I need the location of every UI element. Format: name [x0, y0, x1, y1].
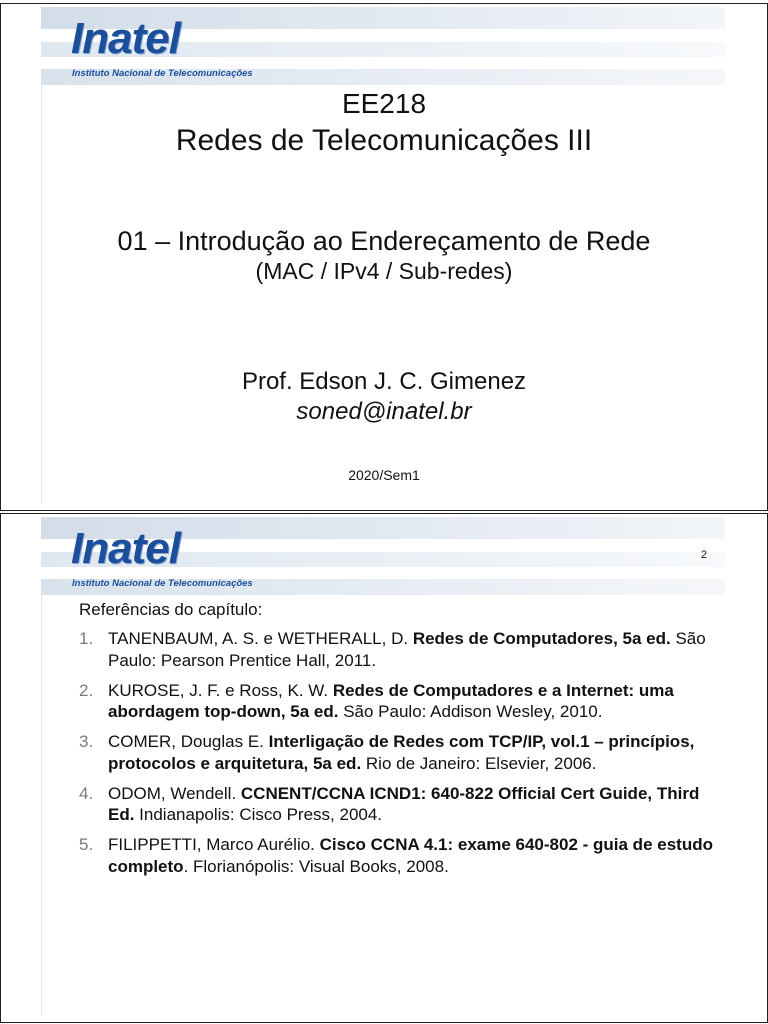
references-heading: Referências do capítulo:: [79, 600, 263, 619]
reference-title: Cisco CCNA 4.1: exame 640-802 - guia de estudo completo: [108, 835, 713, 876]
inatel-logo: Inatel: [71, 524, 180, 573]
lecture-subtitle: (MAC / IPv4 / Sub-redes): [255, 258, 513, 284]
professor-name: Prof. Edson J. C. Gimenez: [241, 368, 527, 395]
course-code: EE218: [341, 88, 427, 119]
reference-number: 4.: [79, 783, 94, 803]
reference-item: [79, 731, 719, 774]
page-number: 2: [700, 549, 707, 561]
title-slide: [0, 3, 768, 511]
reference-publication: Rio de Janeiro: Elsevier, 2006.: [361, 753, 597, 773]
course-title: Redes de Telecomunicações III: [175, 124, 593, 157]
reference-title: Redes de Computadores e a Internet: uma abordagem top-down, 5a ed.: [108, 680, 674, 721]
inatel-logo: Inatel: [71, 14, 180, 63]
lecture-title: 01 – Introdução ao Endereçamento de Rede: [117, 226, 651, 256]
reference-publication: Indianapolis: Cisco Press, 2004.: [134, 805, 383, 824]
left-rule: [41, 594, 42, 1016]
references-list: [79, 628, 719, 886]
reference-item: [79, 680, 719, 723]
reference-title: Interligação de Redes com TCP/IP, vol.1 – princípios, protocolos e arquitetura, 5a ed.: [108, 732, 695, 773]
reference-title: CCNENT/CCNA ICND1: 640-822 Official Cert Guide, Third Ed.: [108, 783, 700, 824]
reference-publication: São Paulo: Addison Wesley, 2010.: [338, 702, 603, 721]
inatel-banner: [41, 7, 725, 83]
reference-item: [79, 834, 719, 877]
inatel-logo-subtitle: Instituto Nacional de Telecomunicações: [72, 578, 253, 589]
reference-authors: TANENBAUM, A. S. e WETHERALL, D.: [108, 629, 413, 648]
reference-authors: KUROSE, J. F. e Ross, K. W.: [108, 680, 333, 700]
reference-number: 5.: [79, 835, 94, 854]
inatel-logo-subtitle: Instituto Nacional de Telecomunicações: [72, 68, 253, 79]
reference-title: Redes de Computadores, 5a ed.: [412, 629, 671, 648]
reference-authors: COMER, Douglas E.: [108, 732, 269, 751]
reference-authors: FILIPPETTI, Marco Aurélio.: [108, 835, 320, 854]
reference-item: [79, 783, 719, 826]
reference-publication: São Paulo: Pearson Prentice Hall, 2011.: [108, 629, 706, 670]
reference-item: [79, 628, 719, 671]
professor-email[interactable]: soned@inatel.br: [296, 398, 472, 425]
reference-number: 2.: [79, 680, 94, 700]
reference-number: 3.: [79, 732, 94, 751]
reference-publication: . Florianópolis: Visual Books, 2008.: [183, 856, 449, 876]
reference-number: 1.: [79, 629, 94, 648]
semester-label: 2020/Sem1: [348, 467, 420, 483]
inatel-banner: [41, 517, 725, 593]
references-slide: [0, 513, 768, 1023]
reference-authors: ODOM, Wendell.: [108, 783, 241, 803]
